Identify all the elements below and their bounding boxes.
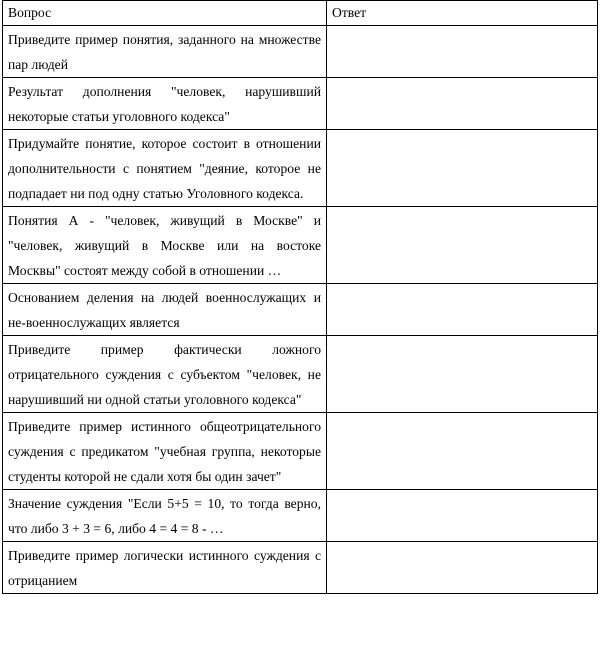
answer-column-header: Ответ bbox=[327, 1, 598, 26]
answer-cell[interactable] bbox=[327, 26, 598, 78]
answer-cell[interactable] bbox=[327, 284, 598, 336]
answer-cell[interactable] bbox=[327, 542, 598, 594]
answer-cell[interactable] bbox=[327, 130, 598, 207]
answer-cell[interactable] bbox=[327, 78, 598, 130]
question-cell: Приведите пример понятия, заданного на множестве пар людей bbox=[3, 26, 327, 78]
question-cell: Приведите пример логически истинного суждения с отрицанием bbox=[3, 542, 327, 594]
table-row bbox=[3, 284, 598, 336]
table-row bbox=[3, 130, 598, 207]
question-answer-table bbox=[2, 0, 598, 594]
question-cell: Приведите пример истинного общеотрицательного суждения с предикатом "учебная группа, некоторые студенты которой не сдали хотя бы один зачет" bbox=[3, 413, 327, 490]
question-cell: Приведите пример фактически ложного отрицательного суждения с субъектом "человек, не нарушивший ни одной статьи уголовного кодекса" bbox=[3, 336, 327, 413]
answer-cell[interactable] bbox=[327, 490, 598, 542]
answer-cell[interactable] bbox=[327, 207, 598, 284]
answer-cell[interactable] bbox=[327, 336, 598, 413]
table-row bbox=[3, 413, 598, 490]
table-row bbox=[3, 336, 598, 413]
table-header-row bbox=[3, 1, 598, 26]
table-row bbox=[3, 26, 598, 78]
table-row bbox=[3, 490, 598, 542]
table-row bbox=[3, 78, 598, 130]
question-cell: Понятия А - "человек, живущий в Москве" и "человек, живущий в Москве или на востоке Москвы" состоят между собой в отношении … bbox=[3, 207, 327, 284]
answer-cell[interactable] bbox=[327, 413, 598, 490]
question-cell: Основанием деления на людей военнослужащих и не-военнослужащих является bbox=[3, 284, 327, 336]
question-cell: Придумайте понятие, которое состоит в отношении дополнительности с понятием "деяние, которое не подпадает ни под одну статью Уголовного кодекса. bbox=[3, 130, 327, 207]
table-row bbox=[3, 207, 598, 284]
table-row bbox=[3, 542, 598, 594]
question-cell: Значение суждения "Если 5+5 = 10, то тогда верно, что либо 3 + 3 = 6, либо 4 = 4 = 8 - … bbox=[3, 490, 327, 542]
question-column-header: Вопрос bbox=[3, 1, 327, 26]
question-cell: Результат дополнения "человек, нарушивший некоторые статьи уголовного кодекса" bbox=[3, 78, 327, 130]
